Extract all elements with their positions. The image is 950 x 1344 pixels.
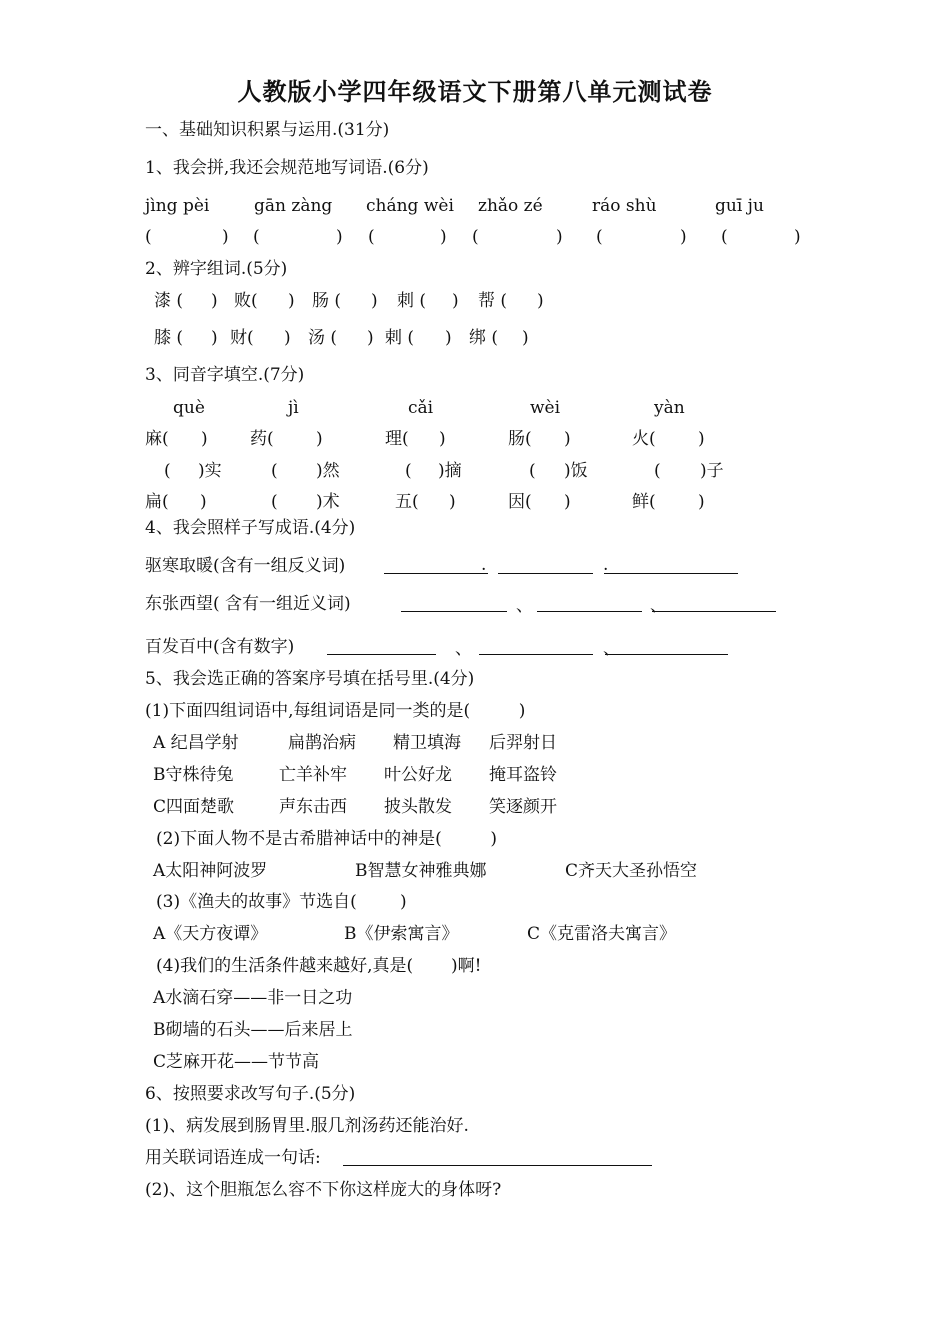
option-text: A 纪昌学射 xyxy=(153,733,239,753)
option-text: 扁鹊治病 xyxy=(288,733,356,753)
q2-char: 剌 ( xyxy=(385,328,415,348)
q3-cell: )然 xyxy=(316,461,340,481)
q3-cell: 五( xyxy=(395,492,419,512)
option-text: B《伊索寓言》 xyxy=(344,924,459,944)
q2-char: 肠 ( xyxy=(312,291,342,311)
q3-pinyin: cǎi xyxy=(408,398,434,418)
q2-paren: ) xyxy=(445,328,452,348)
q4-separator: . xyxy=(481,555,487,575)
q3-cell: ) xyxy=(449,492,456,512)
answer-paren-close: ) xyxy=(794,227,801,247)
option-text: B守株待兔 xyxy=(153,765,234,785)
q5-heading: 5、我会选正确的答案序号填在括号里.(4分) xyxy=(145,669,475,689)
answer-paren-open: ( xyxy=(368,227,375,247)
option-text: 笑逐颜开 xyxy=(489,797,557,817)
answer-paren-open: ( xyxy=(145,227,152,247)
q6-sub1-sentence: (1)、病发展到肠胃里.服几剂汤药还能治好. xyxy=(145,1116,469,1136)
q1-pinyin: guī ju xyxy=(715,196,764,216)
q4-separator: 、 xyxy=(650,596,667,616)
q3-cell: ) xyxy=(316,429,323,449)
q2-paren: ) xyxy=(284,328,291,348)
q2-char: 漆 ( xyxy=(154,291,184,311)
q3-cell: 鲜( xyxy=(632,492,656,512)
q5-sub4-question: (4)我们的生活条件越来越好,真是( )啊! xyxy=(156,956,482,976)
option-text: B智慧女神雅典娜 xyxy=(355,861,487,881)
q3-cell: ( xyxy=(654,461,661,481)
q3-cell: 药( xyxy=(250,429,274,449)
option-text: 叶公好龙 xyxy=(384,765,452,785)
q2-paren: ) xyxy=(452,291,459,311)
option-text: C齐天大圣孙悟空 xyxy=(565,861,698,881)
option-text: C芝麻开花——节节高 xyxy=(153,1052,320,1072)
q2-paren: ) xyxy=(288,291,295,311)
option-text: 掩耳盗铃 xyxy=(489,765,557,785)
q4-separator: 、 xyxy=(455,639,472,659)
q1-pinyin: zhǎo zé xyxy=(478,196,543,216)
q5-sub2-question: (2)下面人物不是古希腊神话中的神是( ) xyxy=(156,829,497,849)
q3-cell: ) xyxy=(564,429,571,449)
q2-paren: ) xyxy=(211,291,218,311)
q3-cell: ( xyxy=(164,461,171,481)
answer-blank[interactable] xyxy=(652,611,776,612)
answer-blank[interactable] xyxy=(537,611,642,612)
answer-blank[interactable] xyxy=(479,654,593,655)
q3-cell: 理( xyxy=(385,429,409,449)
q6-sub1-instruction: 用关联词语连成一句话: xyxy=(145,1148,321,1168)
q3-pinyin: jì xyxy=(288,398,299,418)
q3-cell: ( xyxy=(529,461,536,481)
option-text: A水滴石穿——非一日之功 xyxy=(153,988,353,1008)
q4-line2-label: 东张西望( 含有一组近义词) xyxy=(145,594,351,614)
answer-paren-open: ( xyxy=(253,227,260,247)
option-text: 精卫填海 xyxy=(393,733,461,753)
q2-paren: ) xyxy=(522,328,529,348)
option-text: 亡羊补牢 xyxy=(279,765,347,785)
q3-cell: 因( xyxy=(508,492,532,512)
q1-pinyin: jìng pèi xyxy=(145,196,210,216)
q2-char: 膝 ( xyxy=(154,328,184,348)
q4-line1-label: 驱寒取暖(含有一组反义词) xyxy=(145,556,346,576)
answer-paren-close: ) xyxy=(440,227,447,247)
answer-paren-open: ( xyxy=(721,227,728,247)
q3-cell: ) xyxy=(201,429,208,449)
q3-cell: )摘 xyxy=(438,461,462,481)
option-text: C四面楚歌 xyxy=(153,797,235,817)
answer-paren-close: ) xyxy=(680,227,687,247)
q3-cell: )实 xyxy=(198,461,222,481)
q3-cell: ) xyxy=(564,492,571,512)
q2-paren: ) xyxy=(537,291,544,311)
q6-heading: 6、按照要求改写句子.(5分) xyxy=(145,1084,356,1104)
option-text: 后羿射日 xyxy=(489,733,557,753)
q3-pinyin: yàn xyxy=(654,398,685,418)
q2-paren: ) xyxy=(211,328,218,348)
q2-char: 败( xyxy=(234,291,258,311)
q3-cell: ( xyxy=(271,461,278,481)
q4-separator: 、 xyxy=(603,639,620,659)
q3-cell: 火( xyxy=(632,429,656,449)
answer-paren-open: ( xyxy=(596,227,603,247)
q2-heading: 2、辨字组词.(5分) xyxy=(145,259,288,279)
q5-sub3-question: (3)《渔夫的故事》节选自( ) xyxy=(156,892,407,912)
q1-heading: 1、我会拼,我还会规范地写词语.(6分) xyxy=(145,158,429,178)
q3-cell: ) xyxy=(439,429,446,449)
answer-paren-open: ( xyxy=(472,227,479,247)
answer-blank[interactable] xyxy=(343,1165,652,1166)
option-text: 披头散发 xyxy=(384,797,452,817)
q2-char: 财( xyxy=(230,328,254,348)
q3-cell: 扁( xyxy=(145,492,169,512)
part1-heading: 一、基础知识积累与运用.(31分) xyxy=(145,120,390,140)
answer-paren-close: ) xyxy=(336,227,343,247)
q4-heading: 4、我会照样子写成语.(4分) xyxy=(145,518,356,538)
q3-cell: ) xyxy=(698,429,705,449)
option-text: 声东击西 xyxy=(279,797,347,817)
answer-blank[interactable] xyxy=(498,573,593,574)
q3-cell: 肠( xyxy=(508,429,532,449)
answer-paren-close: ) xyxy=(222,227,229,247)
answer-blank[interactable] xyxy=(401,611,507,612)
answer-blank[interactable] xyxy=(604,573,738,574)
q2-char: 绑 ( xyxy=(469,328,499,348)
option-text: B砌墙的石头——后来居上 xyxy=(153,1020,353,1040)
q2-char: 刺 ( xyxy=(397,291,427,311)
q1-pinyin: gān zàng xyxy=(254,196,333,216)
q2-paren: ) xyxy=(371,291,378,311)
q3-cell: ) xyxy=(200,492,207,512)
answer-blank[interactable] xyxy=(384,573,488,574)
q5-sub1-question: (1)下面四组词语中,每组词语是同一类的是( ) xyxy=(145,701,526,721)
option-text: C《克雷洛夫寓言》 xyxy=(527,924,677,944)
q3-pinyin: wèi xyxy=(530,398,561,418)
option-text: A太阳神阿波罗 xyxy=(153,861,268,881)
q6-sub2-sentence: (2)、这个胆瓶怎么容不下你这样庞大的身体呀? xyxy=(145,1180,502,1200)
q2-char: 汤 ( xyxy=(308,328,338,348)
q3-cell: ( xyxy=(271,492,278,512)
q3-pinyin: què xyxy=(173,398,205,418)
q4-separator: . xyxy=(603,555,609,575)
answer-paren-close: ) xyxy=(556,227,563,247)
q3-heading: 3、同音字填空.(7分) xyxy=(145,365,305,385)
option-text: A《天方夜谭》 xyxy=(153,924,268,944)
q3-cell: )饭 xyxy=(564,461,588,481)
q3-cell: ) xyxy=(698,492,705,512)
q1-pinyin: cháng wèi xyxy=(366,196,454,216)
q3-cell: )子 xyxy=(700,461,724,481)
q2-char: 帮 ( xyxy=(478,291,508,311)
page-title: 人教版小学四年级语文下册第八单元测试卷 xyxy=(237,77,713,106)
answer-blank[interactable] xyxy=(327,654,436,655)
q3-cell: 麻( xyxy=(145,429,169,449)
answer-blank[interactable] xyxy=(605,654,728,655)
q3-cell: ( xyxy=(405,461,412,481)
q1-pinyin: ráo shù xyxy=(592,196,657,216)
q3-cell: )术 xyxy=(316,492,340,512)
q2-paren: ) xyxy=(367,328,374,348)
q4-separator: 、 xyxy=(516,596,533,616)
q4-line3-label: 百发百中(含有数字) xyxy=(145,637,295,657)
